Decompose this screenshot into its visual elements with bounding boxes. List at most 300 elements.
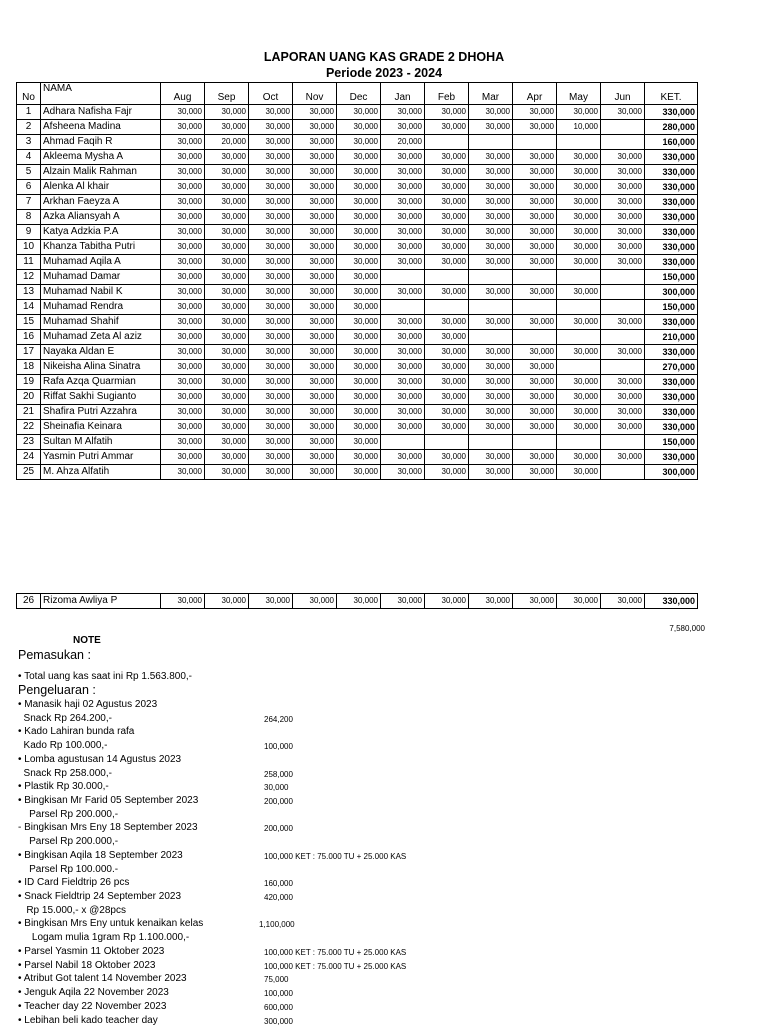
header-month: Nov (293, 83, 337, 105)
table-row (17, 594, 698, 609)
month-payment: 30,000 (469, 165, 513, 180)
month-payment: 30,000 (249, 435, 293, 450)
month-payment: 30,000 (161, 465, 205, 480)
row-total: 330,000 (645, 150, 698, 165)
month-payment: 30,000 (601, 405, 645, 420)
student-name: Muhamad Damar (41, 270, 161, 285)
month-payment (601, 465, 645, 480)
table-row (17, 150, 698, 165)
month-payment: 30,000 (381, 330, 425, 345)
row-number: 17 (17, 345, 41, 360)
month-payment (469, 300, 513, 315)
student-name: Muhamad Zeta Al aziz (41, 330, 161, 345)
month-payment: 30,000 (425, 420, 469, 435)
month-payment: 30,000 (161, 165, 205, 180)
month-payment: 30,000 (557, 225, 601, 240)
month-payment: 30,000 (337, 405, 381, 420)
month-payment: 30,000 (469, 450, 513, 465)
expense-item: • ID Card Fieldtrip 26 pcs (18, 877, 130, 888)
month-payment: 30,000 (205, 165, 249, 180)
month-payment: 30,000 (337, 315, 381, 330)
row-total: 330,000 (645, 180, 698, 195)
month-payment: 30,000 (249, 270, 293, 285)
month-payment: 30,000 (249, 375, 293, 390)
expense-item: • Atribut Got talent 14 November 2023 (18, 973, 187, 984)
table-row (17, 420, 698, 435)
row-total: 280,000 (645, 120, 698, 135)
row-total: 210,000 (645, 330, 698, 345)
month-payment: 30,000 (249, 210, 293, 225)
month-payment: 30,000 (425, 210, 469, 225)
table-row (17, 180, 698, 195)
expense-item: Kado Rp 100.000,- (18, 740, 108, 751)
month-payment: 30,000 (557, 450, 601, 465)
month-payment: 30,000 (557, 150, 601, 165)
expense-amount: 600,000 (264, 1003, 293, 1012)
month-payment: 30,000 (337, 285, 381, 300)
month-payment: 30,000 (249, 315, 293, 330)
month-payment: 30,000 (425, 345, 469, 360)
row-number: 22 (17, 420, 41, 435)
expense-item: • Lebihan beli kado teacher day (18, 1015, 158, 1026)
row-total: 330,000 (645, 375, 698, 390)
month-payment: 30,000 (601, 255, 645, 270)
month-payment: 30,000 (293, 405, 337, 420)
month-payment: 30,000 (469, 150, 513, 165)
month-payment: 30,000 (513, 594, 557, 609)
month-payment: 20,000 (381, 135, 425, 150)
month-payment: 30,000 (293, 594, 337, 609)
month-payment: 30,000 (337, 450, 381, 465)
month-payment: 30,000 (469, 315, 513, 330)
month-payment: 30,000 (425, 450, 469, 465)
row-number: 23 (17, 435, 41, 450)
month-payment: 30,000 (513, 210, 557, 225)
row-number: 20 (17, 390, 41, 405)
month-payment: 30,000 (381, 105, 425, 120)
expense-item: Parsel Rp 200.000,- (18, 836, 119, 847)
month-payment: 30,000 (513, 255, 557, 270)
table-row (17, 255, 698, 270)
student-name: Muhamad Shahif (41, 315, 161, 330)
month-payment: 30,000 (293, 360, 337, 375)
month-payment: 30,000 (513, 150, 557, 165)
month-payment: 30,000 (205, 450, 249, 465)
expense-amount: 75,000 (264, 975, 289, 984)
month-payment: 30,000 (381, 120, 425, 135)
expense-amount: 100,000 (264, 989, 293, 998)
month-payment (557, 435, 601, 450)
month-payment: 30,000 (205, 420, 249, 435)
month-payment: 30,000 (601, 195, 645, 210)
month-payment: 30,000 (513, 450, 557, 465)
month-payment: 30,000 (513, 105, 557, 120)
month-payment: 30,000 (469, 210, 513, 225)
month-payment: 30,000 (337, 300, 381, 315)
row-number: 2 (17, 120, 41, 135)
expense-item: Rp 15.000,- x @28pcs (18, 905, 126, 916)
month-payment: 30,000 (381, 210, 425, 225)
table-row (17, 135, 698, 150)
month-payment: 30,000 (161, 405, 205, 420)
row-total: 330,000 (645, 450, 698, 465)
month-payment: 30,000 (425, 225, 469, 240)
row-total: 270,000 (645, 360, 698, 375)
month-payment (601, 435, 645, 450)
expense-item: Logam mulia 1gram Rp 1.100.000,- (18, 932, 190, 943)
table-row (17, 270, 698, 285)
month-payment (601, 135, 645, 150)
month-payment: 20,000 (205, 135, 249, 150)
month-payment: 30,000 (337, 210, 381, 225)
month-payment: 30,000 (161, 450, 205, 465)
table-row (17, 360, 698, 375)
row-number: 25 (17, 465, 41, 480)
month-payment: 30,000 (205, 435, 249, 450)
table-row (17, 165, 698, 180)
month-payment: 30,000 (469, 255, 513, 270)
kas-table-extra (16, 593, 698, 609)
expense-amount: 420,000 (264, 893, 293, 902)
month-payment: 30,000 (425, 165, 469, 180)
month-payment: 30,000 (161, 360, 205, 375)
month-payment: 30,000 (205, 405, 249, 420)
month-payment: 30,000 (205, 270, 249, 285)
month-payment: 30,000 (601, 165, 645, 180)
month-payment: 30,000 (293, 150, 337, 165)
month-payment: 30,000 (557, 105, 601, 120)
month-payment: 30,000 (425, 360, 469, 375)
month-payment: 30,000 (161, 345, 205, 360)
month-payment: 30,000 (337, 225, 381, 240)
month-payment: 30,000 (557, 255, 601, 270)
row-number: 18 (17, 360, 41, 375)
month-payment: 30,000 (381, 285, 425, 300)
row-total: 330,000 (645, 165, 698, 180)
student-name: Akleema Mysha A (41, 150, 161, 165)
row-total: 330,000 (645, 240, 698, 255)
month-payment: 10,000 (557, 120, 601, 135)
header-nama: NAMA (41, 83, 161, 105)
month-payment: 30,000 (425, 195, 469, 210)
income-line: • Total uang kas saat ini Rp 1.563.800,- (18, 671, 192, 682)
table-row (17, 285, 698, 300)
month-payment: 30,000 (557, 594, 601, 609)
month-payment: 30,000 (381, 255, 425, 270)
expense-item: • Parsel Yasmin 11 Oktober 2023 (18, 946, 165, 957)
expense-amount: 1,100,000 (259, 920, 295, 929)
month-payment (513, 270, 557, 285)
month-payment: 30,000 (205, 594, 249, 609)
expense-amount: 100,000 KET : 75.000 TU + 25.000 KAS (264, 962, 407, 971)
month-payment (601, 360, 645, 375)
month-payment: 30,000 (161, 180, 205, 195)
expense-amount: 200,000 (264, 797, 293, 806)
month-payment (469, 330, 513, 345)
month-payment (425, 135, 469, 150)
month-payment (557, 360, 601, 375)
month-payment: 30,000 (337, 195, 381, 210)
month-payment: 30,000 (601, 450, 645, 465)
student-name: Shafira Putri Azzahra (41, 405, 161, 420)
row-total: 330,000 (645, 405, 698, 420)
month-payment: 30,000 (381, 180, 425, 195)
month-payment: 30,000 (205, 285, 249, 300)
expense-item: • Plastik Rp 30.000,- (18, 781, 109, 792)
month-payment: 30,000 (469, 360, 513, 375)
month-payment: 30,000 (293, 240, 337, 255)
month-payment: 30,000 (337, 420, 381, 435)
month-payment: 30,000 (557, 285, 601, 300)
month-payment: 30,000 (469, 105, 513, 120)
kas-table (16, 82, 698, 480)
month-payment: 30,000 (205, 300, 249, 315)
month-payment: 30,000 (425, 390, 469, 405)
income-title: Pemasukan : (18, 648, 91, 662)
month-payment: 30,000 (425, 465, 469, 480)
row-number: 11 (17, 255, 41, 270)
table-row (17, 225, 698, 240)
table-row (17, 465, 698, 480)
month-payment: 30,000 (293, 210, 337, 225)
student-name: Sheinafia Keinara (41, 420, 161, 435)
month-payment: 30,000 (513, 285, 557, 300)
expense-amount: 30,000 (264, 783, 289, 792)
month-payment: 30,000 (337, 270, 381, 285)
row-total: 330,000 (645, 195, 698, 210)
row-total: 330,000 (645, 345, 698, 360)
month-payment: 30,000 (293, 315, 337, 330)
expense-item: • Jenguk Aqila 22 November 2023 (18, 987, 169, 998)
student-name: M. Ahza Alfatih (41, 465, 161, 480)
month-payment: 30,000 (557, 390, 601, 405)
month-payment: 30,000 (249, 285, 293, 300)
month-payment: 30,000 (601, 420, 645, 435)
student-name: Nikeisha Alina Sinatra (41, 360, 161, 375)
month-payment: 30,000 (513, 315, 557, 330)
month-payment: 30,000 (601, 225, 645, 240)
month-payment: 30,000 (293, 135, 337, 150)
student-name: Alzain Malik Rahman (41, 165, 161, 180)
row-number: 8 (17, 210, 41, 225)
month-payment: 30,000 (249, 594, 293, 609)
month-payment: 30,000 (249, 105, 293, 120)
month-payment (557, 300, 601, 315)
month-payment: 30,000 (205, 225, 249, 240)
month-payment: 30,000 (557, 180, 601, 195)
month-payment: 30,000 (249, 330, 293, 345)
month-payment: 30,000 (293, 120, 337, 135)
month-payment: 30,000 (161, 390, 205, 405)
month-payment: 30,000 (337, 255, 381, 270)
month-payment: 30,000 (381, 150, 425, 165)
expense-item: • Manasik haji 02 Agustus 2023 (18, 699, 158, 710)
month-payment: 30,000 (205, 375, 249, 390)
student-name: Afsheena Madina (41, 120, 161, 135)
header-month: Apr (513, 83, 557, 105)
month-payment: 30,000 (513, 165, 557, 180)
month-payment: 30,000 (469, 180, 513, 195)
month-payment: 30,000 (601, 345, 645, 360)
month-payment: 30,000 (205, 180, 249, 195)
month-payment: 30,000 (205, 465, 249, 480)
month-payment: 30,000 (249, 135, 293, 150)
month-payment: 30,000 (293, 180, 337, 195)
table-row (17, 405, 698, 420)
month-payment: 30,000 (381, 165, 425, 180)
month-payment: 30,000 (513, 240, 557, 255)
month-payment: 30,000 (249, 405, 293, 420)
expense-amount: 100,000 KET : 75.000 TU + 25.000 KAS (264, 852, 407, 861)
expense-item: • Bingkisan Mrs Eny untuk kenaikan kelas (18, 918, 204, 929)
expense-title: Pengeluaran : (18, 683, 96, 697)
table-row (17, 120, 698, 135)
row-number: 24 (17, 450, 41, 465)
student-name: Sultan M Alfatih (41, 435, 161, 450)
month-payment: 30,000 (381, 315, 425, 330)
table-row (17, 105, 698, 120)
month-payment (601, 120, 645, 135)
month-payment: 30,000 (469, 240, 513, 255)
month-payment: 30,000 (601, 390, 645, 405)
month-payment: 30,000 (161, 594, 205, 609)
month-payment: 30,000 (601, 240, 645, 255)
expense-item: • Parsel Nabil 18 Oktober 2023 (18, 960, 156, 971)
row-number: 1 (17, 105, 41, 120)
row-total: 330,000 (645, 105, 698, 120)
month-payment: 30,000 (601, 594, 645, 609)
table-row (17, 195, 698, 210)
student-name: Arkhan Faeyza A (41, 195, 161, 210)
month-payment: 30,000 (249, 180, 293, 195)
row-number: 16 (17, 330, 41, 345)
month-payment: 30,000 (469, 345, 513, 360)
month-payment: 30,000 (249, 120, 293, 135)
month-payment: 30,000 (557, 195, 601, 210)
month-payment: 30,000 (337, 240, 381, 255)
month-payment: 30,000 (381, 345, 425, 360)
table-row (17, 330, 698, 345)
expense-amount: 100,000 (264, 742, 293, 751)
month-payment: 30,000 (161, 120, 205, 135)
month-payment: 30,000 (381, 360, 425, 375)
row-number: 10 (17, 240, 41, 255)
table-row (17, 210, 698, 225)
month-payment (381, 270, 425, 285)
month-payment (469, 270, 513, 285)
month-payment: 30,000 (249, 300, 293, 315)
student-name: Katya Adzkia P.A (41, 225, 161, 240)
month-payment: 30,000 (425, 330, 469, 345)
table-row (17, 240, 698, 255)
month-payment: 30,000 (293, 285, 337, 300)
row-total: 150,000 (645, 435, 698, 450)
header-month: Jan (381, 83, 425, 105)
month-payment: 30,000 (557, 315, 601, 330)
month-payment: 30,000 (337, 180, 381, 195)
month-payment (381, 300, 425, 315)
month-payment: 30,000 (293, 195, 337, 210)
month-payment: 30,000 (205, 210, 249, 225)
row-total: 300,000 (645, 285, 698, 300)
month-payment: 30,000 (425, 105, 469, 120)
row-number: 5 (17, 165, 41, 180)
month-payment (557, 270, 601, 285)
expense-item: • Teacher day 22 November 2023 (18, 1001, 167, 1012)
month-payment: 30,000 (249, 465, 293, 480)
expense-item: • Snack Fieldtrip 24 September 2023 (18, 891, 182, 902)
month-payment: 30,000 (469, 465, 513, 480)
month-payment: 30,000 (513, 375, 557, 390)
expense-amount: 258,000 (264, 770, 293, 779)
expense-item: - Bingkisan Mrs Eny 18 September 2023 (18, 822, 198, 833)
month-payment: 30,000 (601, 315, 645, 330)
month-payment: 30,000 (337, 435, 381, 450)
month-payment: 30,000 (425, 285, 469, 300)
month-payment: 30,000 (249, 195, 293, 210)
month-payment: 30,000 (161, 225, 205, 240)
month-payment: 30,000 (513, 345, 557, 360)
month-payment: 30,000 (557, 465, 601, 480)
header-month: Oct (249, 83, 293, 105)
row-number: 13 (17, 285, 41, 300)
header-month: May (557, 83, 601, 105)
month-payment: 30,000 (601, 180, 645, 195)
month-payment: 30,000 (425, 375, 469, 390)
month-payment: 30,000 (381, 420, 425, 435)
month-payment: 30,000 (425, 150, 469, 165)
row-total: 160,000 (645, 135, 698, 150)
month-payment (425, 435, 469, 450)
month-payment: 30,000 (249, 450, 293, 465)
expense-item: Parsel Rp 100.000.- (18, 864, 119, 875)
row-number: 4 (17, 150, 41, 165)
row-number: 6 (17, 180, 41, 195)
month-payment: 30,000 (161, 285, 205, 300)
month-payment: 30,000 (469, 420, 513, 435)
header-month: Mar (469, 83, 513, 105)
month-payment: 30,000 (293, 375, 337, 390)
month-payment: 30,000 (337, 120, 381, 135)
month-payment: 30,000 (601, 105, 645, 120)
month-payment: 30,000 (293, 225, 337, 240)
month-payment: 30,000 (337, 105, 381, 120)
table-row (17, 450, 698, 465)
month-payment: 30,000 (513, 120, 557, 135)
row-total: 330,000 (645, 255, 698, 270)
header-no: No (17, 83, 41, 105)
expense-item: • Lomba agustusan 14 Agustus 2023 (18, 754, 182, 765)
month-payment: 30,000 (513, 180, 557, 195)
expense-amount: 100,000 KET : 75.000 TU + 25.000 KAS (264, 948, 407, 957)
row-number: 19 (17, 375, 41, 390)
month-payment: 30,000 (557, 405, 601, 420)
header-month: Dec (337, 83, 381, 105)
month-payment: 30,000 (513, 465, 557, 480)
month-payment: 30,000 (249, 345, 293, 360)
header-ket: KET. (645, 83, 698, 105)
month-payment: 30,000 (293, 450, 337, 465)
month-payment: 30,000 (381, 594, 425, 609)
month-payment (425, 300, 469, 315)
month-payment: 30,000 (513, 390, 557, 405)
month-payment: 30,000 (337, 375, 381, 390)
month-payment: 30,000 (425, 255, 469, 270)
month-payment: 30,000 (161, 375, 205, 390)
month-payment: 30,000 (513, 225, 557, 240)
expense-item: • Kado Lahiran bunda rafa (18, 726, 135, 737)
student-name: Ahmad Faqih R (41, 135, 161, 150)
